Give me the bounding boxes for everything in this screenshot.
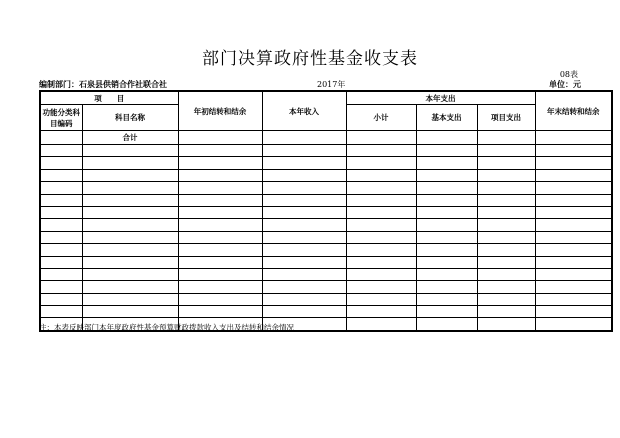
table-cell	[346, 318, 416, 331]
table-cell	[178, 219, 262, 231]
table-cell	[82, 194, 178, 206]
table-cell	[416, 318, 477, 331]
table-cell	[262, 145, 346, 157]
department-label: 编制部门：石泉县供销合作社联合社	[39, 79, 167, 89]
table-cell	[178, 131, 262, 145]
table-cell	[346, 256, 416, 268]
table-cell	[477, 231, 535, 243]
table-cell	[477, 169, 535, 181]
table-cell	[262, 219, 346, 231]
table-cell	[346, 268, 416, 280]
table-cell	[346, 206, 416, 218]
table-row	[40, 206, 612, 218]
table-cell	[346, 231, 416, 243]
table-cell	[346, 145, 416, 157]
table-cell	[82, 256, 178, 268]
table-cell	[82, 268, 178, 280]
table-cell	[82, 182, 178, 194]
table-cell	[40, 268, 82, 280]
table-cell	[535, 145, 612, 157]
table-cell	[262, 244, 346, 256]
fund-table	[39, 90, 613, 332]
table-cell	[40, 169, 82, 181]
table-cell	[535, 231, 612, 243]
table-cell	[477, 293, 535, 305]
table-cell	[82, 293, 178, 305]
table-cell	[346, 169, 416, 181]
table-cell	[262, 131, 346, 145]
header-basic-expense: 基本支出	[416, 105, 477, 131]
table-cell	[416, 157, 477, 169]
table-cell	[416, 268, 477, 280]
table-cell	[535, 256, 612, 268]
table-cell	[262, 169, 346, 181]
table-cell	[178, 256, 262, 268]
header-project-expense: 项目支出	[477, 105, 535, 131]
total-row	[40, 131, 612, 145]
table-cell	[535, 244, 612, 256]
table-cell	[416, 256, 477, 268]
table-cell	[178, 231, 262, 243]
table-cell	[535, 268, 612, 280]
total-code-cell	[40, 131, 82, 145]
table-cell	[416, 206, 477, 218]
table-cell	[535, 169, 612, 181]
table-cell	[178, 306, 262, 318]
table-cell	[178, 293, 262, 305]
table-cell	[40, 244, 82, 256]
table-cell	[535, 281, 612, 293]
table-cell	[40, 306, 82, 318]
meta-row	[39, 79, 581, 89]
table-cell	[82, 145, 178, 157]
header-current-income: 本年收入	[262, 91, 346, 131]
table-cell	[262, 293, 346, 305]
table-cell	[416, 131, 477, 145]
header-subtotal: 小计	[346, 105, 416, 131]
table-cell	[262, 194, 346, 206]
table-cell	[82, 306, 178, 318]
table-cell	[477, 157, 535, 169]
table-cell	[477, 194, 535, 206]
table-cell	[262, 268, 346, 280]
table-cell	[82, 219, 178, 231]
table-cell	[262, 306, 346, 318]
table-cell	[416, 306, 477, 318]
page-title: 部门决算政府性基金收支表	[202, 49, 418, 69]
table-cell	[477, 145, 535, 157]
header-opening-balance: 年初结转和结余	[178, 91, 262, 131]
table-cell	[346, 194, 416, 206]
table-row	[40, 219, 612, 231]
table-cell	[535, 293, 612, 305]
header-closing-balance: 年末结转和结余	[535, 91, 612, 131]
table-cell	[477, 281, 535, 293]
table-cell	[416, 281, 477, 293]
table-cell	[82, 157, 178, 169]
table-cell	[416, 293, 477, 305]
table-cell	[477, 131, 535, 145]
table-row	[40, 145, 612, 157]
table-cell	[40, 256, 82, 268]
table-cell	[178, 206, 262, 218]
table-cell	[416, 219, 477, 231]
table-cell	[178, 268, 262, 280]
table-cell	[178, 145, 262, 157]
table-cell	[82, 281, 178, 293]
table-row	[40, 293, 612, 305]
table-row	[40, 231, 612, 243]
table-cell	[535, 194, 612, 206]
table-cell	[535, 306, 612, 318]
table-cell	[178, 244, 262, 256]
table-cell	[178, 194, 262, 206]
table-cell	[40, 194, 82, 206]
table-cell	[477, 318, 535, 331]
table-cell	[416, 169, 477, 181]
table-row	[40, 306, 612, 318]
table-cell	[416, 244, 477, 256]
table-cell	[40, 219, 82, 231]
table-cell	[40, 206, 82, 218]
header-current-expense: 本年支出	[346, 91, 535, 105]
total-label: 合计	[82, 131, 178, 145]
table-cell	[82, 169, 178, 181]
table-cell	[346, 244, 416, 256]
table-cell	[535, 318, 612, 331]
table-cell	[40, 231, 82, 243]
table-cell	[346, 131, 416, 145]
table-row	[40, 157, 612, 169]
table-row	[40, 244, 612, 256]
table-cell	[40, 293, 82, 305]
table-cell	[477, 206, 535, 218]
table-cell	[535, 206, 612, 218]
table-cell	[535, 131, 612, 145]
table-cell	[262, 182, 346, 194]
table-cell	[477, 306, 535, 318]
table-cell	[346, 306, 416, 318]
table-cell	[346, 293, 416, 305]
table-cell	[346, 182, 416, 194]
table-cell	[535, 157, 612, 169]
table-cell	[416, 231, 477, 243]
table-cell	[477, 219, 535, 231]
table-cell	[82, 231, 178, 243]
table-cell	[262, 256, 346, 268]
table-row	[40, 256, 612, 268]
table-cell	[178, 281, 262, 293]
table-cell	[40, 157, 82, 169]
header-subject-name: 科目名称	[82, 105, 178, 131]
table-cell	[477, 268, 535, 280]
table-cell	[477, 256, 535, 268]
table-cell	[40, 145, 82, 157]
table-cell	[535, 219, 612, 231]
header-func-code: 功能分类科目编码	[40, 105, 82, 131]
table-cell	[416, 194, 477, 206]
table-cell	[262, 206, 346, 218]
footnote: 注：本表反映部门本年度政府性基金预算财政拨款收入支出及结转和结余情况	[39, 323, 294, 332]
table-cell	[477, 182, 535, 194]
table-cell	[346, 157, 416, 169]
table-cell	[262, 157, 346, 169]
table-row	[40, 281, 612, 293]
table-cell	[262, 231, 346, 243]
table-cell	[477, 244, 535, 256]
table-cell	[178, 169, 262, 181]
table-cell	[346, 281, 416, 293]
table-cell	[416, 182, 477, 194]
table-cell	[535, 182, 612, 194]
year-label: 2017年	[317, 80, 346, 89]
header-item: 项 目	[40, 91, 178, 105]
form-number: 08表	[559, 70, 578, 79]
table-cell	[416, 145, 477, 157]
table-row	[40, 182, 612, 194]
table-cell	[40, 281, 82, 293]
table-row	[40, 169, 612, 181]
table-cell	[178, 157, 262, 169]
table-cell	[262, 281, 346, 293]
table-cell	[346, 219, 416, 231]
table-cell	[178, 182, 262, 194]
table-row	[40, 194, 612, 206]
currency-unit-label: 单位：元	[549, 79, 581, 89]
table-cell	[82, 206, 178, 218]
table-cell	[82, 244, 178, 256]
table-row	[40, 268, 612, 280]
table-cell	[40, 182, 82, 194]
